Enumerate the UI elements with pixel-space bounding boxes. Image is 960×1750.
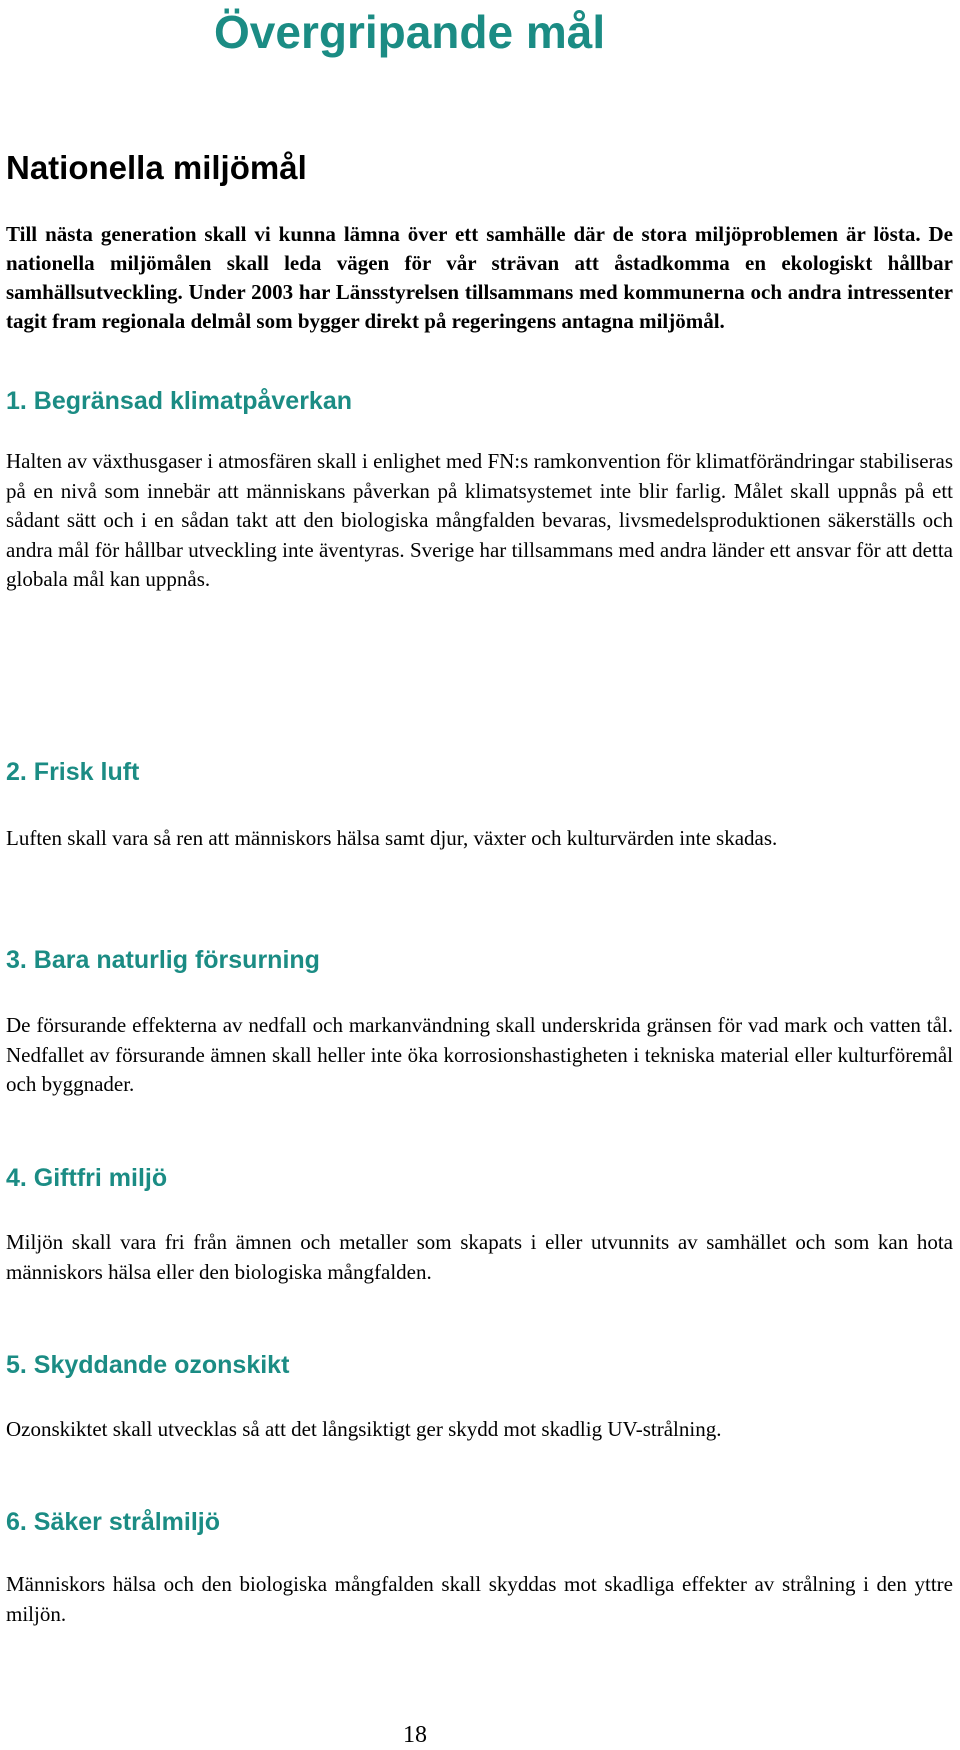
goal-text-2: Luften skall vara så ren att människors hälsa samt djur, växter och kulturvärden inte skadas.: [6, 826, 778, 850]
goal-heading-5: 5. Skyddande ozonskikt: [6, 1351, 290, 1379]
goal-heading-4: 4. Giftfri miljö: [6, 1164, 168, 1192]
section-title: Nationella miljömål: [6, 149, 307, 186]
goal-text-4: Miljön skall vara fri från ämnen och metaller som skapats i eller utvunnits av samhället och som kan hota människors hälsa eller den biologiska mångfalden.: [6, 1230, 953, 1284]
goal-text-6: Människors hälsa och den biologiska mångfalden skall skyddas mot skadliga effekter av strålning i den yttre miljön.: [6, 1572, 953, 1626]
goal-text-3: De försurande effekterna av nedfall och markanvändning skall underskrida gränsen för vad mark och vatten tål. Nedfallet av försurande ämnen skall heller inte öka korrosionshastigheten i tekniska material eller kulturföremål och byggnader.: [6, 1013, 953, 1096]
goal-heading-1: 1. Begränsad klimatpåverkan: [6, 387, 352, 415]
goal-heading-2: 2. Frisk luft: [6, 758, 140, 786]
intro-paragraph: Till nästa generation skall vi kunna lämna över ett samhälle där de stora miljöproblemen är lösta. De nationella miljömålen skall leda vägen för vår strävan att åstadkomma en ekologiskt hållbar samhällsutveckling. Under 2003 har Länsstyrelsen tillsammans med kommunerna och andra intressenter tagit fram regionala delmål som bygger direkt på regeringens antagna miljömål.: [6, 222, 953, 333]
goal-text-5: Ozonskiktet skall utvecklas så att det långsiktigt ger skydd mot skadlig UV-strålning.: [6, 1417, 722, 1441]
goal-heading-3: 3. Bara naturlig försurning: [6, 946, 320, 974]
goal-heading-6: 6. Säker strålmiljö: [6, 1508, 221, 1536]
page-number: 18: [403, 1722, 427, 1748]
page-title: Övergripande mål: [214, 6, 606, 58]
goal-text-1: Halten av växthusgaser i atmosfären skall i enlighet med FN:s ramkonvention för klimatförändringar stabiliseras på en nivå som innebär att människans påverkan på klimatsystemet inte blir farlig. Målet skall uppnås på ett sådant sätt och i en sådan takt att den biologiska mångfalden bevaras, livsmedelsproduktionen säkerställs och andra mål för hållbar utveckling inte äventyras. Sverige har tillsammans med andra länder ett ansvar för att detta globala mål kan uppnås.: [6, 449, 953, 591]
